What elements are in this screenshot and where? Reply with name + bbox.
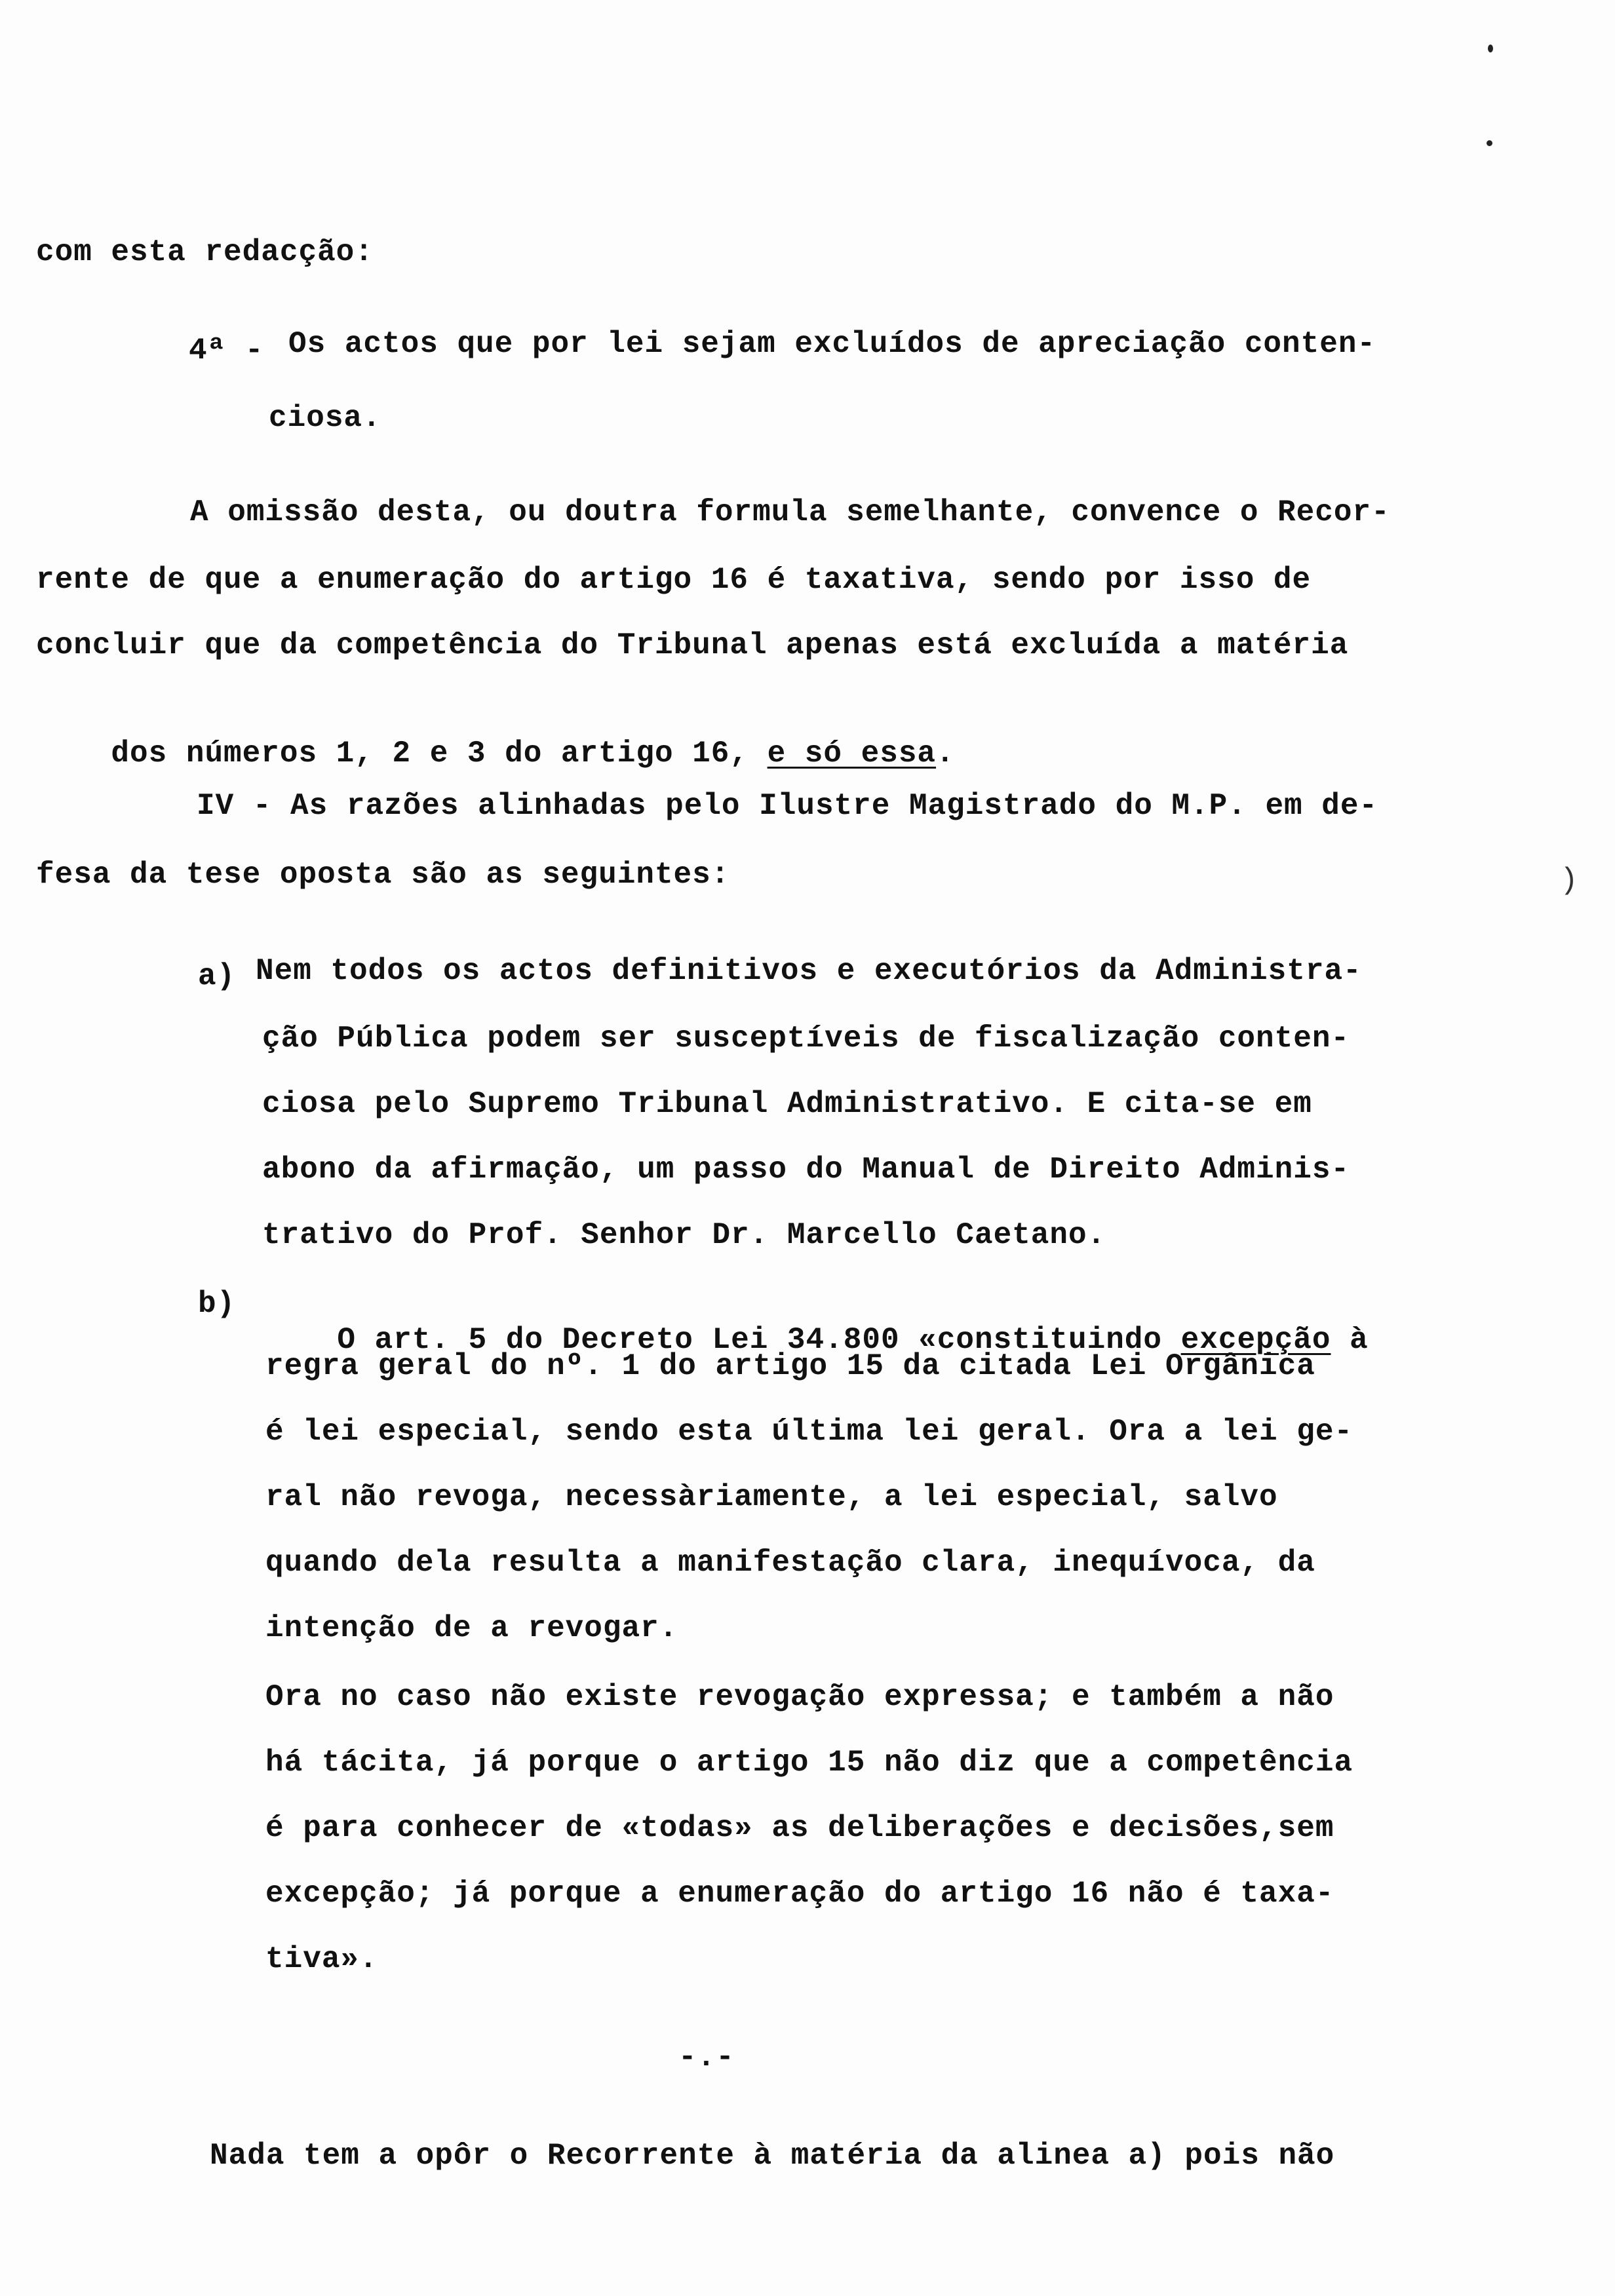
separator: -.-: [678, 2040, 735, 2075]
underlined-emphasis: excepção: [1180, 1323, 1331, 1357]
item-b-line: quando dela resulta a manifestação clara, inequívoca, da: [265, 1546, 1315, 1580]
intro-line: com esta redacção:: [36, 235, 374, 269]
item-a-line: ciosa pelo Supremo Tribunal Administrativo. E cita-se em: [262, 1087, 1312, 1121]
paragraph-line: A omissão desta, ou doutra formula semelhante, convence o Recor-: [190, 495, 1390, 529]
paragraph-line: rente de que a enumeração do artigo 16 é taxativa, sendo por isso de: [36, 563, 1312, 597]
underlined-emphasis: e só essa: [767, 737, 937, 771]
item-b-text: O art. 5 do Decreto Lei 34.800 «constituindo: [337, 1323, 1181, 1357]
item-b-line: excepção; já porque a enumeração do artigo 16 não é taxa-: [265, 1877, 1334, 1911]
paragraph-text: dos números 1, 2 e 3 do artigo 16,: [111, 737, 768, 771]
item-a-label: a): [198, 959, 236, 993]
item-b-line: há tácita, já porque o artigo 15 não diz que a competência: [265, 1746, 1353, 1780]
closing-line: Nada tem a opôr o Recorrente à matéria da alinea a) pois não: [210, 2139, 1335, 2173]
item-b-line: tiva».: [265, 1942, 378, 1976]
item-b-line: intenção de a revogar.: [265, 1611, 678, 1645]
margin-mark: ): [1560, 864, 1578, 898]
item-4-line: Os actos que por lei sejam excluídos de apreciação conten-: [288, 327, 1376, 361]
section-iv-line: IV - As razões alinhadas pelo Ilustre Magistrado do M.P. em de-: [197, 789, 1378, 823]
item-4-label: 4ª -: [189, 334, 264, 368]
item-a-line: abono da afirmação, um passo do Manual de Direito Adminis-: [262, 1153, 1350, 1187]
item-b-line: ral não revoga, necessàriamente, a lei especial, salvo: [265, 1480, 1278, 1514]
item-b-label: b): [198, 1287, 236, 1321]
item-4-line: ciosa.: [269, 401, 381, 435]
paragraph-line: concluir que da competência do Tribunal apenas está excluída a matéria: [36, 628, 1349, 662]
scan-speck: [1487, 140, 1492, 146]
item-b-line: é lei especial, sendo esta última lei geral. Ora a lei ge-: [265, 1415, 1353, 1449]
section-iv-line: fesa da tese oposta são as seguintes:: [36, 858, 730, 892]
item-b-text: à: [1331, 1323, 1369, 1357]
item-a-line: ção Pública podem ser susceptíveis de fiscalização conten-: [262, 1022, 1350, 1056]
paragraph-text: .: [936, 737, 955, 771]
item-b-line: é para conhecer de «todas» as deliberações e decisões,sem: [265, 1811, 1334, 1845]
item-b-line: regra geral do nº. 1 do artigo 15 da citada Lei Orgânica: [265, 1349, 1315, 1383]
item-b-line: Ora no caso não existe revogação expressa; e também a não: [265, 1680, 1334, 1714]
scan-speck: [1488, 45, 1493, 52]
item-a-line: trativo do Prof. Senhor Dr. Marcello Caetano.: [262, 1218, 1106, 1252]
item-a-line: Nem todos os actos definitivos e executórios da Administra-: [256, 954, 1362, 988]
